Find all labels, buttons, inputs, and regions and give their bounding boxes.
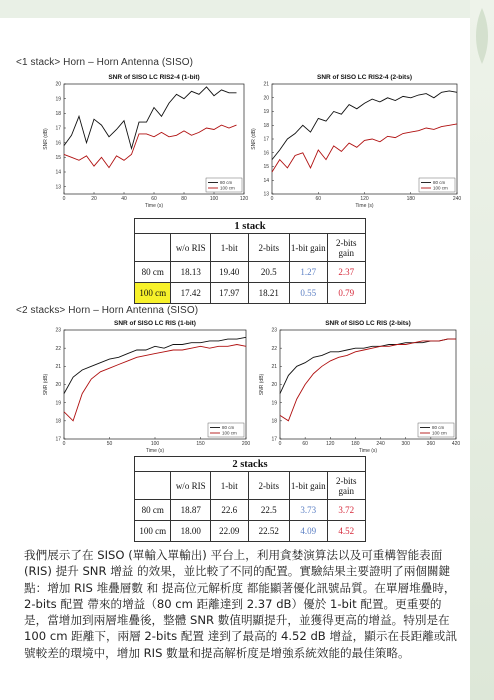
- y-tick-label: 19: [55, 400, 61, 407]
- chart-title: SNR of SISO LC RIS2-4 (1-bit): [108, 74, 200, 81]
- table-header: 2-bits: [248, 472, 289, 500]
- table-header: w/o RIS: [171, 234, 211, 262]
- x-tick-label: 0: [270, 196, 274, 202]
- legend-label: 100 cm: [433, 185, 448, 191]
- table-cell: 0.55: [290, 283, 327, 304]
- table-cell: 19.40: [210, 262, 248, 283]
- x-tick-label: 80: [181, 196, 187, 202]
- x-tick-label: 60: [151, 196, 157, 202]
- table-cell: 1.27: [290, 262, 327, 283]
- table-cell: 17.42: [171, 283, 211, 304]
- table-row: [135, 500, 366, 521]
- table-header: 1-bit: [210, 234, 248, 262]
- x-tick-label: 420: [451, 441, 461, 447]
- y-tick-label: 18: [263, 122, 269, 129]
- y-tick-label: 20: [55, 382, 61, 389]
- x-tick-label: 100: [209, 196, 219, 202]
- table-caption: 1 stack: [135, 219, 366, 234]
- y-tick-label: 21: [271, 364, 277, 371]
- chart-1stack-1bit-svg: [40, 72, 250, 210]
- table-header: 1-bit: [210, 472, 248, 500]
- table-header: 2-bits gain: [327, 234, 366, 262]
- table-cell-highlighted: 100 cm: [135, 283, 171, 304]
- x-axis-label: Time (s): [144, 203, 164, 209]
- y-tick-label: 17: [263, 136, 269, 143]
- y-tick-label: 16: [263, 150, 269, 157]
- legend-label: 80 cm: [222, 425, 235, 430]
- y-tick-label: 23: [271, 327, 277, 334]
- x-tick-label: 60: [315, 196, 322, 202]
- y-tick-label: 20: [55, 81, 61, 88]
- y-tick-label: 20: [263, 95, 269, 102]
- section1-title: <1 stack> Horn – Horn Antenna (SISO): [16, 57, 194, 68]
- x-axis-label: Time (s): [358, 448, 378, 454]
- plot-frame: [64, 84, 244, 194]
- x-tick-label: 50: [106, 441, 113, 447]
- x-tick-label: 150: [196, 441, 205, 447]
- legend-label: 80 cm: [220, 180, 233, 185]
- chart-1stack-2bits-svg: [248, 72, 463, 210]
- x-axis-label: Time (s): [145, 448, 165, 454]
- table-cell: 22.52: [248, 521, 289, 542]
- y-axis-label: SNR (dB): [251, 128, 257, 150]
- x-tick-label: 120: [239, 196, 249, 202]
- table-cell: 80 cm: [135, 500, 171, 521]
- table-cell: 3.72: [327, 500, 366, 521]
- chart-1stack-2bits: [248, 72, 463, 210]
- y-tick-label: 22: [271, 345, 277, 352]
- y-tick-label: 23: [55, 327, 61, 334]
- chart-title: SNR of SISO LC RIS2-4 (2-bits): [317, 74, 412, 81]
- plot-frame: [272, 84, 457, 194]
- chart-1stack-1bit: [40, 72, 250, 210]
- chart-2stacks-2bits-svg: [256, 318, 462, 455]
- y-tick-label: 22: [55, 345, 61, 352]
- x-axis-label: Time (s): [355, 203, 374, 209]
- table-row: [135, 283, 366, 304]
- y-tick-label: 19: [271, 400, 277, 407]
- x-tick-label: 360: [426, 441, 436, 447]
- table-cell: 80 cm: [135, 262, 171, 283]
- y-tick-label: 19: [55, 96, 61, 103]
- y-tick-label: 13: [263, 191, 269, 198]
- y-tick-label: 18: [55, 111, 61, 118]
- y-tick-label: 21: [55, 364, 61, 371]
- x-tick-label: 300: [401, 441, 410, 447]
- x-tick-label: 0: [62, 196, 66, 202]
- y-tick-label: 14: [55, 169, 61, 176]
- y-tick-label: 17: [55, 436, 61, 443]
- table-cell: 3.73: [290, 500, 327, 521]
- y-tick-label: 21: [263, 81, 269, 88]
- table-header: [135, 234, 171, 262]
- table-cell: 18.13: [171, 262, 211, 283]
- y-tick-label: 17: [271, 436, 277, 443]
- x-tick-label: 100: [150, 441, 160, 447]
- chart-title: SNR of SISO LC RIS (2-bits): [325, 320, 411, 327]
- table-header: 2-bits gain: [327, 472, 366, 500]
- y-axis-label: SNR (dB): [259, 373, 265, 396]
- table-header: 1-bit gain: [290, 472, 327, 500]
- y-tick-label: 17: [55, 125, 61, 132]
- top-decor-bar: [0, 0, 494, 18]
- x-tick-label: 20: [91, 196, 97, 202]
- chart-title: SNR of SISO LC RIS (1-bit): [114, 320, 196, 327]
- x-tick-label: 40: [121, 196, 127, 202]
- y-tick-label: 14: [263, 177, 269, 184]
- legend-label: 100 cm: [222, 430, 237, 436]
- x-tick-label: 120: [326, 441, 335, 447]
- y-axis-label: SNR (dB): [43, 128, 49, 150]
- table-header: 2-bits: [248, 234, 289, 262]
- legend-label: 100 cm: [432, 430, 447, 436]
- right-decor-bar: [470, 0, 494, 700]
- y-tick-label: 13: [55, 184, 61, 191]
- x-tick-label: 0: [62, 441, 66, 447]
- table-cell: 18.00: [171, 521, 211, 542]
- table-cell: 22.09: [210, 521, 248, 542]
- table-cell: 18.87: [171, 500, 211, 521]
- x-tick-label: 200: [241, 441, 251, 447]
- table-header: w/o RIS: [171, 472, 211, 500]
- y-tick-label: 20: [271, 382, 277, 389]
- plot-frame: [280, 330, 456, 439]
- chart-2stacks-1bit-svg: [40, 318, 252, 455]
- chart-2stacks-2bits: [256, 318, 462, 455]
- y-tick-label: 15: [55, 155, 61, 162]
- x-tick-label: 0: [278, 441, 282, 447]
- table-header: [135, 472, 171, 500]
- y-tick-label: 18: [271, 418, 277, 425]
- table-row: [135, 521, 366, 542]
- summary-paragraph: 我們展示了在 SISO (單輸入單輸出) 平台上，利用貪婪演算法以及可重構智能表面 (RIS) 提升 SNR 增益 的效果，並比較了不同的配置。實驗結果主要證明了兩個關鍵點：增加 RIS 堆疊層數 和 提高位元解析度 都能顯著優化訊號品質。在單層堆疊時，2-bits 配置 帶來的增益（80 cm 距離達到 2.37 dB）優於 1-bit 配置。更重要的是，當增加到兩層堆疊後，整體 SNR 數值明顯提升，並獲得更高的增益。特別是在 100 cm 距離下，兩層 2-bits 配置 達到了最高的 4.52 dB 增益，顯示在長距離或訊號較差的環境中，增加 RIS 數量和提高解析度是增強系統效能的最佳策略。: [24, 548, 457, 660]
- x-tick-label: 180: [351, 441, 360, 447]
- table-caption: 2 stacks: [135, 457, 366, 472]
- table-cell: 0.79: [327, 283, 366, 304]
- table-2-stacks: [134, 456, 366, 542]
- x-tick-label: 180: [406, 196, 415, 202]
- table-cell: 100 cm: [135, 521, 171, 542]
- y-tick-label: 16: [55, 140, 61, 147]
- table-cell: 20.5: [248, 262, 289, 283]
- legend-label: 80 cm: [432, 425, 445, 430]
- leaf-decor-icon: [472, 6, 492, 66]
- x-tick-label: 240: [376, 441, 385, 447]
- y-tick-label: 19: [263, 109, 269, 116]
- table-cell: 22.5: [248, 500, 289, 521]
- table-1-stack: [134, 218, 366, 304]
- table-cell: 18.21: [248, 283, 289, 304]
- table-cell: 4.52: [327, 521, 366, 542]
- table-cell: 4.09: [290, 521, 327, 542]
- legend-label: 80 cm: [433, 180, 446, 185]
- y-axis-label: SNR (dB): [43, 373, 49, 396]
- x-tick-label: 240: [452, 196, 462, 202]
- table-row: [135, 262, 366, 283]
- y-tick-label: 15: [263, 164, 269, 171]
- section2-title: <2 stacks> Horn – Horn Antenna (SISO): [16, 305, 199, 316]
- table-cell: 17.97: [210, 283, 248, 304]
- legend-label: 100 cm: [220, 185, 235, 191]
- table-cell: 22.6: [210, 500, 248, 521]
- chart-2stacks-1bit: [40, 318, 252, 455]
- table-header: 1-bit gain: [290, 234, 327, 262]
- x-tick-label: 120: [360, 196, 369, 202]
- table-cell: 2.37: [327, 262, 366, 283]
- x-tick-label: 60: [302, 441, 308, 447]
- y-tick-label: 18: [55, 418, 61, 425]
